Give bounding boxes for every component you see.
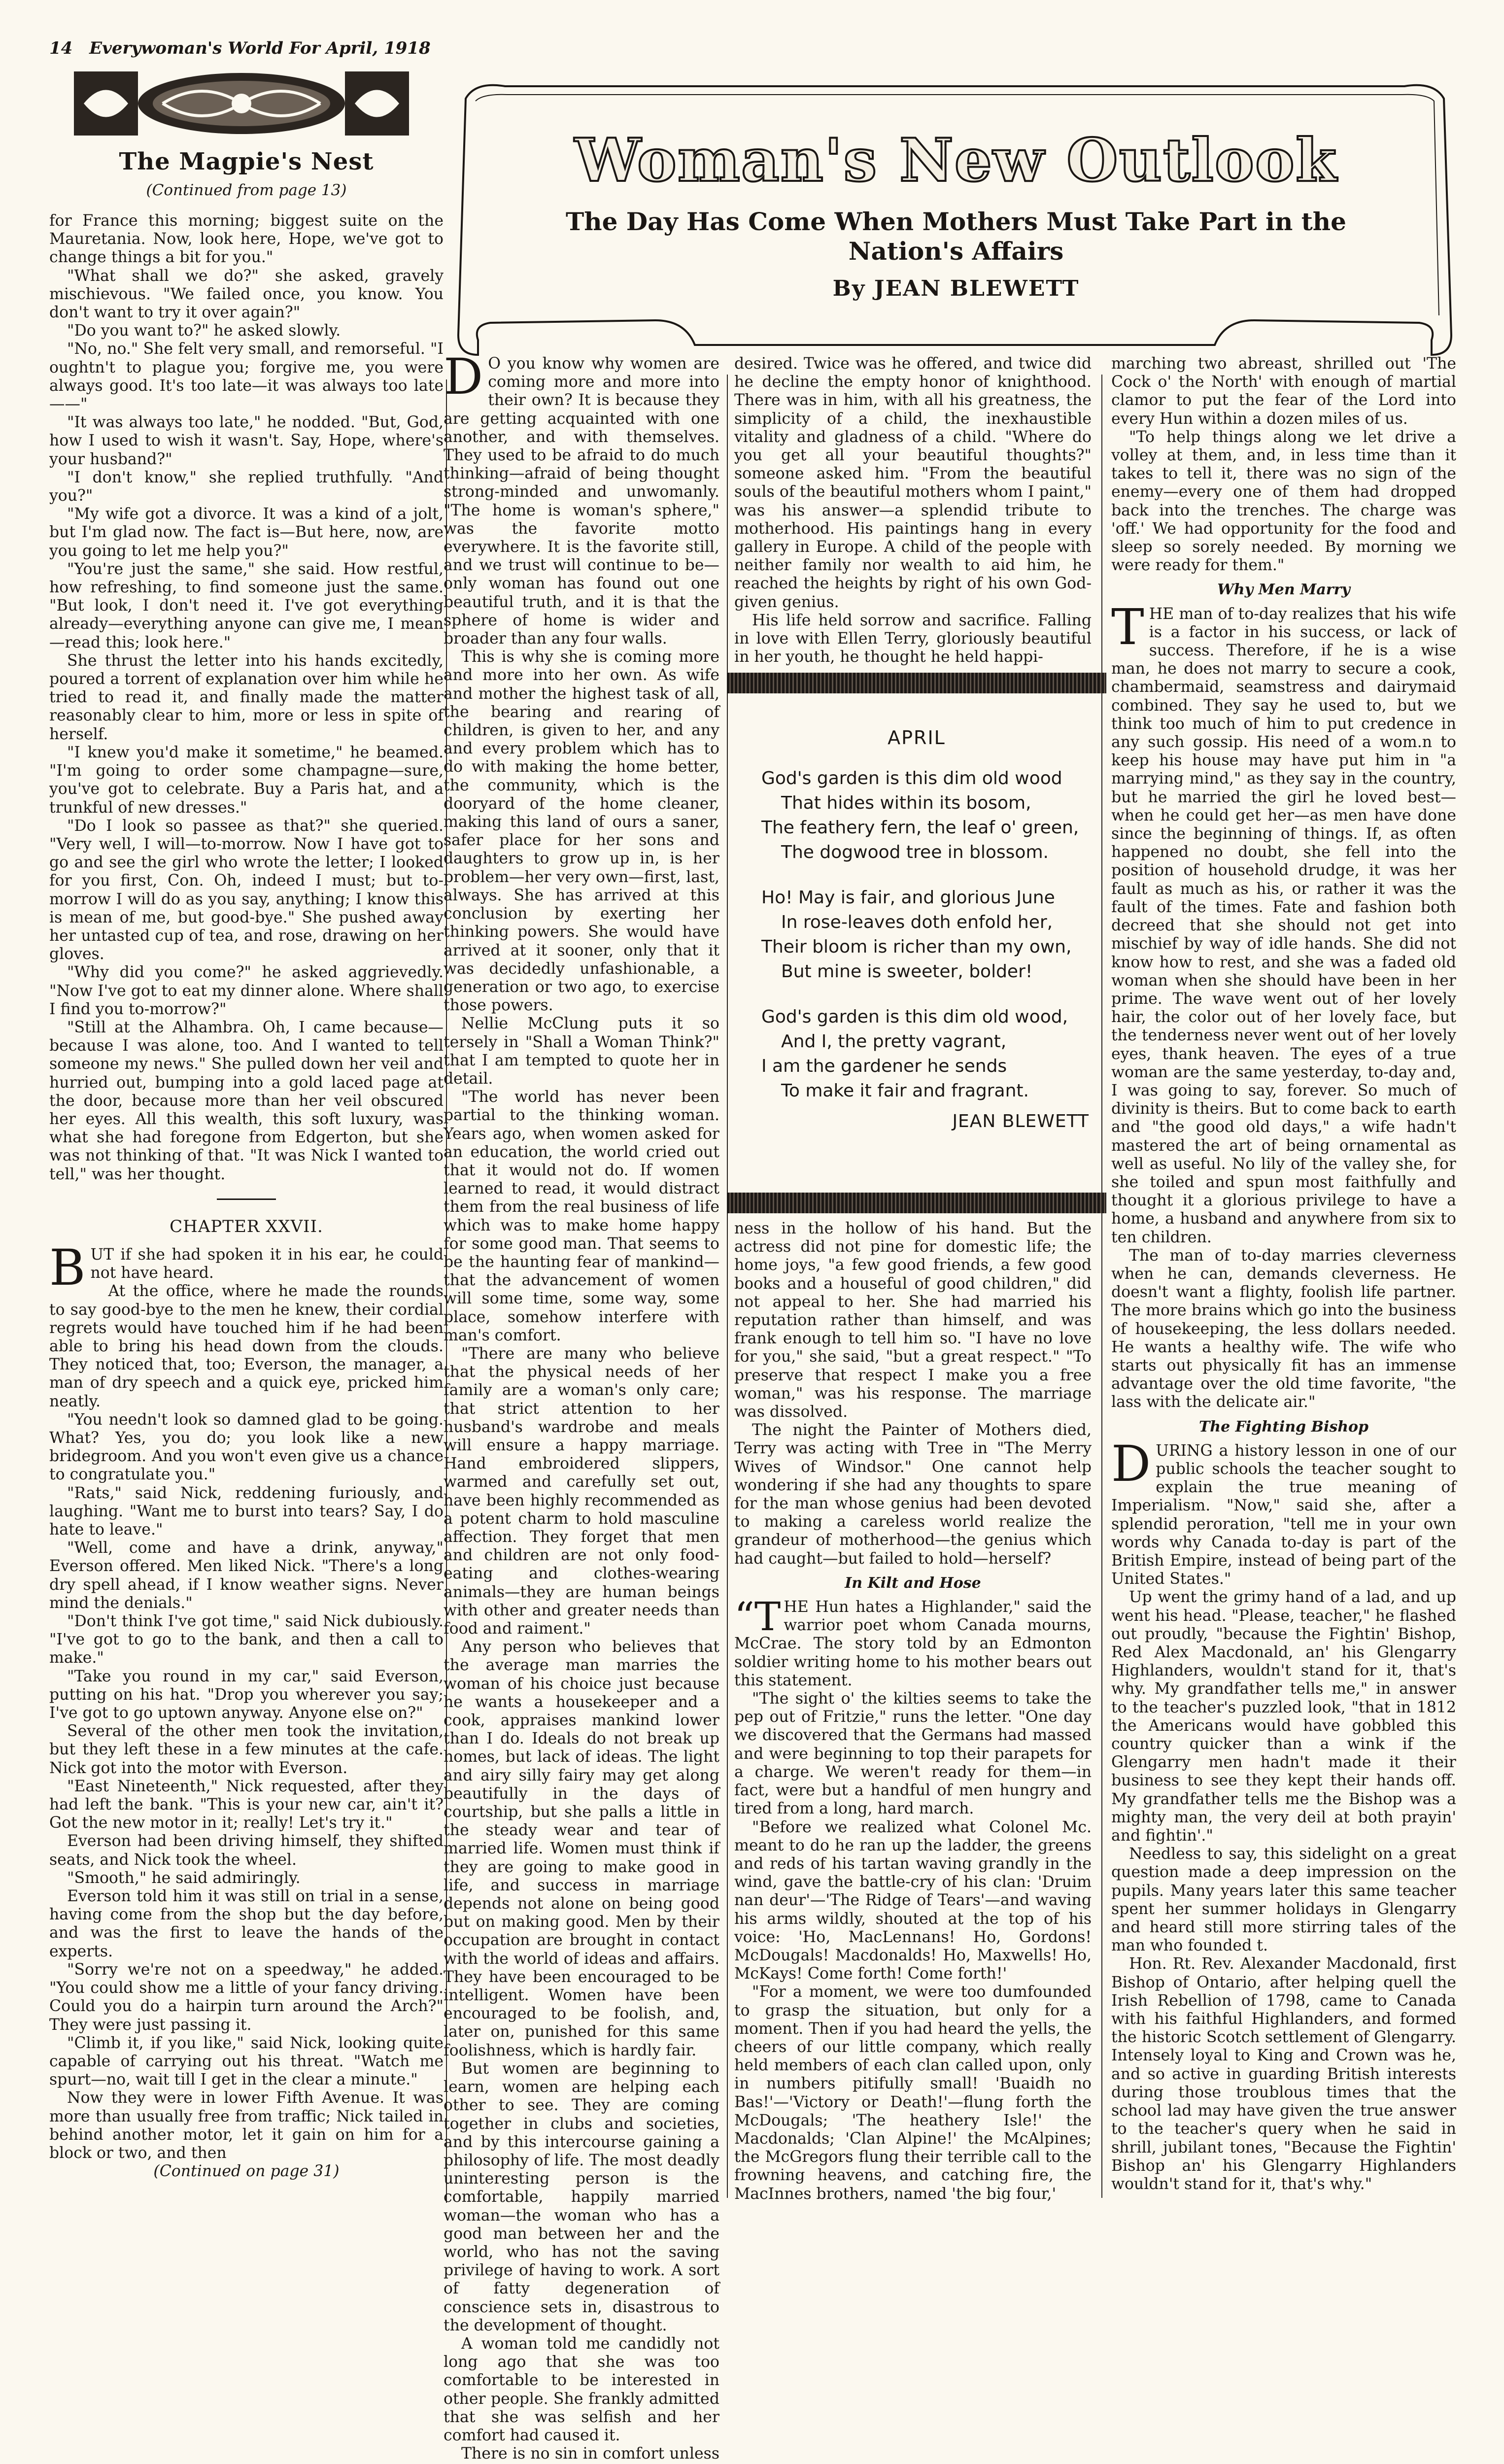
paragraph: The man of to-day marries cleverness when he can, demands cleverness. He doesn't want a flighty, foolish life partner. The more brains which go into the business of housekeeping, the less dollars needed. He wants a healthy wife. The wife who starts out physically fit has an immense advantage over the old time favorite, "the lass with the delicate air." — [1111, 1246, 1456, 1411]
section-heading-why: Why Men Marry — [1217, 581, 1350, 599]
poem-line: But mine is sweeter, bolder! — [781, 961, 1033, 982]
paragraph-text: O you know why women are coming more and more into their own? It is because they are getting acquainted with one another, and with themselves. They used to be afraid to do much thinking—afraid of being thought strong-minded and unwomanly. "The home is woman's sphere," was the favorite motto everywhere. It is the favorite still, and we trust will continue to be—only woman has found out one beautiful truth, and it is that the sphere of home is wider and broader than any four walls. — [444, 355, 719, 648]
poem-line: The feathery fern, the leaf o' green, — [761, 818, 1079, 838]
running-head — [49, 38, 442, 58]
poem-body — [761, 766, 1106, 1124]
poem-author: JEAN BLEWETT — [952, 1111, 1089, 1131]
paragraph-text: HE Hun hates a Highlander," said the warrior poet whom Canada mourns, McCrae. The story told by an Edmonton soldier writing home to his mother bears out this statement. — [734, 1598, 1092, 1689]
paragraph — [734, 1594, 1092, 1690]
article-column-3 — [1111, 355, 1456, 2213]
paragraph: "Climb it, if you like," said Nick, looking quite capable of carrying out his threat. "Watch me spurt—no, wait till I get in the clear a minute." — [49, 2034, 444, 2089]
poem-top-band — [727, 673, 1106, 693]
paragraph-text: URING a history lesson in one of our public schools the teacher sought to explain the true meaning of Imperialism. "Now," said she, after a splendid peroration, "tell me in your own words why Canada to-day is part of the British Empire, instead of being part of the United States." — [1111, 1441, 1456, 1588]
paragraph: "The sight o' the kilties seems to take the pep out of Fritzie," runs the letter. "One day we discovered that the Germans had massed and were beginning to top their parapets for a charge. We weren't ready for them—in fact, were but a handful of men hungry and tired from a long, hard march. — [734, 1690, 1092, 1818]
paragraph — [444, 348, 719, 648]
paragraph: "It was always too late," he nodded. "But, God, how I used to wish it wasn't. Say, Hope, where's your husband?" — [49, 413, 444, 468]
drop-cap: B — [49, 1238, 86, 1297]
paragraph: But women are beginning to learn, women are helping each other to see. They are coming together in clubs and societies, and by this intercourse gaining a philosophy of life. The most deadly uninteresting person is the comfortable, happily married woman—the woman who has a good man between her and the world, who has not the saving privilege of having to work. A sort of fatty degeneration of conscience sets in, disastrous to the development of thought. — [444, 2059, 719, 2334]
poem-line: God's garden is this dim old wood, — [761, 1007, 1068, 1027]
section-heading-kilt: In Kilt and Hose — [845, 1574, 981, 1592]
paragraph: Several of the other men took the invitation, but they left these in a few minutes at the cafe. Nick got into the motor with Everson. — [49, 1722, 444, 1777]
column-rule — [727, 375, 728, 2198]
paragraph: Everson told him it was still on trial in a sense, having come from the shop but the day before, and was the first to leave the hands of the experts. — [49, 1887, 444, 1960]
poem-stanza — [761, 886, 1106, 984]
magpie-column — [49, 212, 444, 2181]
column-rule — [1101, 375, 1102, 2198]
poem-line: That hides within its bosom, — [781, 793, 1031, 813]
poem-line: Ho! May is fair, and glorious June — [761, 888, 1055, 908]
page-number: 14 — [49, 38, 73, 58]
section-rule — [217, 1198, 276, 1200]
paragraph-text: UT if she had spoken it in his ear, he could not have heard. — [90, 1245, 444, 1282]
paragraph: "Don't think I've got time," said Nick dubiously. "I've got to go to the bank, and then a call to make." — [49, 1612, 444, 1667]
paragraph-text: HE man of to-day realizes that his wife is a factor in his success, or lack of success. Therefore, if he is a wise man, he does not marry to secure a cook, chambermaid, seamstress and dairymaid combined. They say he used to, but we think too much of him to put credence in any such gossip. His need of a wom.n to keep his house may have put him in "a marrying mind," as they say in the country, but he married the girl he loved best—when he could get her—as men have done since the beginning of things. If, as often happened no doubt, she fell into the position of household drudge, it was her fault as much as his, or rather it was the fault of the times. Fate and fashion both decreed that she should not get into mischief by way of idle hands. She did not know how to rest, and she was a faded old woman when she should have been in her prime. The wave went out of her lovely hair, the color out of her lovely face, but the tenderness never went out of her lovely eyes, thank heaven. The eyes of a true woman are the same yesterday, to-day and, I was going to say, forever. So much of divinity is theirs. But to come back to earth and "the good old days," a wife hadn't mastered the art of being ornamental as well as useful. No lily of the valley she, for she toiled and spun most faithfully and thought it a glorious privilege to have a home, a husband and anywhere from six to ten children. — [1111, 605, 1456, 1246]
magpie-title: The Magpie's Nest — [119, 148, 374, 175]
decorative-ornament — [74, 67, 409, 140]
paragraph: Nellie McClung puts it so tersely in "Shall a Woman Think?" that I am tempted to quote her in detail. — [444, 1015, 719, 1088]
paragraph: A woman told me candidly not long ago that she was too comfortable to be interested in other people. She frankly admitted that she was selfish and her comfort had caused it. — [444, 2334, 719, 2444]
paragraph: There is no sin in comfort unless — [461, 2445, 719, 2463]
paragraph — [1111, 1435, 1456, 1589]
paragraph: Everson had been driving himself, they shifted seats, and Nick took the wheel. — [49, 1832, 444, 1869]
paragraph: "You're just the same," she said. How restful, how refreshing, to find someone just the same. "But look, I don't need it. I've got everything already—everything anyone can give me, I mean—read this; look here." — [49, 560, 444, 651]
paragraph: "East Nineteenth," Nick requested, after they had left the bank. "This is your new car, ain't it? Got the new motor in it; really! Let's try it." — [49, 1777, 444, 1832]
paragraph: "To help things along we let drive a volley at them, and, in less time than it takes to tell it, there was no sign of the enemy—every one of them had dropped back into the trenches. The charge was 'off.' We had opportunity for the food and sleep so sorely needed. By morning we were ready for them." — [1111, 428, 1456, 575]
paragraph: "My wife got a divorce. It was a kind of a jolt, but I'm glad now. The fact is—But here, now, are you going to let me help you?" — [49, 505, 444, 560]
paragraph: "There are many who believe that the physical needs of her family are a woman's only care; that strict attention to her husband's wardrobe and meals will ensure a happy marriage. Hand embroidered slippers, warmed and carefully set out, have been highly recommended as a potent charm to hold masculine affection. They forget that men and children are not only food-eating and clothes-wearing animals—they are human beings with other and greater needs than food and raiment." — [444, 1344, 719, 1638]
paragraph — [49, 1238, 444, 1297]
paragraph: At the office, where he made the rounds to say good-bye to the men he knew, their cordial regrets would have touched him if he had been able to bring his head down from the clouds. They noticed that, too; Everson, the manager, a man of dry speech and a quick eye, pricked him neatly. — [49, 1282, 444, 1410]
poem-line: Their bloom is richer than my own, — [761, 937, 1072, 957]
chapter-heading: CHAPTER XXVII. — [170, 1216, 323, 1236]
poem-line: In rose-leaves doth enfold her, — [781, 912, 1053, 932]
paragraph: "I knew you'd make it sometime," he beamed. "I'm going to order some champagne—sure, you've got to celebrate. Buy a Paris hat, and a trunkful of new dresses." — [49, 743, 444, 817]
drop-cap: D — [444, 348, 483, 406]
continued-on: (Continued on page 31) — [153, 2162, 340, 2181]
paragraph: "Take you round in my car," said Everson, putting on his hat. "Drop you wherever you say; I've got to go uptown anyway. Anyone else on?" — [49, 1667, 444, 1722]
paragraph: His life held sorrow and sacrifice. Falling in love with Ellen Terry, gloriously beautiful in her youth, he thought he held happi- — [734, 611, 1092, 666]
paragraph: marching two abreast, shrilled out 'The Cock o' the North' with enough of martial clamor to put the fear of the Lord into every Hun within a dozen miles of us. — [1111, 355, 1456, 428]
paragraph: This is why she is coming more and more into her own. As wife and mother the highest task of all, the bearing and rearing of children, is given to her, and any and every problem which has to do with making the home better, the community, which is the dooryard of the home cleaner, making this land of ours a saner, safer place for her sons and daughters to grow up in, is her problem—her very own—first, last, always. She has arrived at this conclusion by exerting her thinking powers. She would have arrived at it sooner, only that it was decidedly unfashionable, a generation or two ago, to exercise those powers. — [444, 648, 719, 1015]
paragraph: She thrust the letter into his hands excitedly, poured a torrent of explanation over him while he tried to read it, and finally made the matter reasonably clear to him, more or less in spite of herself. — [49, 651, 444, 743]
paragraph: "Well, come and have a drink, anyway," Everson offered. Men liked Nick. "There's a long dry spell ahead, if I know weather signs. Never mind the denials." — [49, 1539, 444, 1612]
article-column-1 — [444, 348, 719, 2463]
paragraph: Now they were in lower Fifth Avenue. It was more than usually free from traffic; Nick tailed in behind another motor, let it gain on him for a block or two, and then — [49, 2089, 444, 2162]
paragraph: for France this morning; biggest suite on the Mauretania. Now, look here, Hope, we've got to change things a bit for you." — [49, 212, 444, 267]
poem-stanza — [761, 1005, 1106, 1103]
paragraph — [1111, 598, 1456, 1247]
continued-from: (Continued from page 13) — [146, 181, 347, 199]
poem-line: And I, the pretty vagrant, — [781, 1031, 1007, 1052]
poem-stanza — [761, 766, 1106, 865]
poem-bottom-band — [727, 1193, 1106, 1213]
paragraph: "Smooth," he said admiringly. — [67, 1869, 301, 1887]
poem-line: The dogwood tree in blossom. — [781, 842, 1049, 862]
drop-cap: “T — [734, 1594, 781, 1640]
article-headline: Woman's New Outlook — [574, 126, 1338, 195]
article-column-2-top — [734, 355, 1092, 673]
paragraph: "I don't know," she replied truthfully. "And you?" — [49, 468, 444, 505]
article-byline: By JEAN BLEWETT — [832, 276, 1080, 301]
article-column-2-bottom — [734, 1220, 1092, 2203]
paragraph: "Why did you come?" he asked aggrievedly. "Now I've got to eat my dinner alone. Where shall I find you to-morrow?" — [49, 963, 444, 1018]
paragraph: "Do I look so passee as that?" she queried. "Very well, I will—to-morrow. Now I have got to go and see the girl who wrote the letter; I looked for you first, Con. Oh, indeed I must; but to-morrow I will do as you say, anything; I know this is mean of me, but good-bye." She pushed away her untasted cup of tea, and rose, drawing on her gloves. — [49, 817, 444, 963]
paragraph: "Do you want to?" he asked slowly. — [67, 322, 341, 340]
section-heading-bishop: The Fighting Bishop — [1198, 1418, 1369, 1436]
poem-line: To make it fair and fragrant. — [781, 1081, 1029, 1101]
publication-title: Everywoman's World For April, 1918 — [89, 38, 431, 58]
paragraph: Any person who believes that the average man marries the woman of his choice just because he wants a housekeeper and a cook, appraises mankind lower than I do. Ideals do not break up homes, but lack of ideas. The light and airy silly fairy may get along beautifully in the days of courtship, but she palls a little in the steady wear and tear of married life. Women must think if they are going to make good in life, and success in marriage depends not alone on being good but on making good. Men by their occupation are brought in contact with the world of ideas and affairs. They have been encouraged to be intelligent. Women have been encouraged to be foolish, and, later on, punished for this same foolishness, which is hardly fair. — [444, 1638, 719, 2059]
paragraph: "No, no." She felt very small, and remorseful. "I oughtn't to plague you; forgive me, you were always good. It's too late—it was always too late——" — [49, 340, 444, 413]
article-deck: The Day Has Come When Mothers Must Take Part in the Nation's Affairs — [566, 207, 1346, 266]
paragraph: "Rats," said Nick, reddening furiously, and laughing. "Want me to burst into tears? Say, I do hate to leave." — [49, 1484, 444, 1539]
paragraph: The night the Painter of Mothers died, Terry was acting with Tree in "The Merry Wives of Windsor." One cannot help wondering if she had any thoughts to spare for the man whose genius had been devoted to making a careless world realize the grandeur of motherhood—the genius which had caught—but failed to hold—herself? — [734, 1421, 1092, 1568]
paragraph: "What shall we do?" she asked, gravely mischievous. "We failed once, you know. You don't want to try it over again?" — [49, 267, 444, 322]
poem-line: God's garden is this dim old wood — [761, 768, 1062, 788]
paragraph: "Sorry we're not on a speedway," he added. "You could show me a little of your fancy driving. Could you do a hairpin turn around the Arch?" They were just passing it. — [49, 1960, 444, 2034]
paragraph: ness in the hollow of his hand. But the actress did not pine for domestic life; the home joys, "a few good friends, a few good books and a houseful of good children," did not appeal to her. She had married his reputation rather than himself, and was frank enough to tell him so. "I have no love for you," she said, "but a great respect." "To preserve that respect I make you a free woman," was his response. The marriage was dissolved. — [734, 1220, 1092, 1421]
paragraph: "The world has never been partial to the thinking woman. Years ago, when women asked for an education, the world cried out that it would not do. If women learned to read, it would distract them from the real business of life which was to make home happy for some good man. That seems to be the haunting fear of mankind—that the advancement of women will some time, some way, some place, somehow interfere with man's comfort. — [444, 1088, 719, 1344]
poem-title: APRIL — [888, 727, 946, 749]
paragraph: desired. Twice was he offered, and twice did he decline the empty honor of knighthood. There was in him, with all his greatness, the simplicity of a child, the inexhaustible vitality and gladness of a child. "Where do you get all your beautiful thoughts?" someone asked him. "From the beautiful souls of the beautiful mothers whom I paint," was his answer—a splendid tribute to motherhood. His paintings hang in every gallery in Europe. A child of the people with neither family nor wealth to aid him, he reached the heights by right of his own God-given genius. — [734, 355, 1092, 611]
paragraph: Up went the grimy hand of a lad, and up went his head. "Please, teacher," he flashed out proudly, "because the Fightin' Bishop, Red Alex Macdonald, an' his Glengarry Highlanders, wouldn't stand for it, that's why. My grandfather tells me," in answer to the teacher's puzzled look, "that in 1812 the Americans would have gobbled this country quicker than a wink if the Glengarry men hadn't made it their business to see they kept their hands off. My grandfather tells me the Bishop was a mighty man, the very deil at both prayin' and fightin'." — [1111, 1588, 1456, 1845]
drop-cap: D — [1111, 1435, 1151, 1493]
paragraph: "You needn't look so damned glad to be going. What? Yes, you do; you look like a new bridegroom. And you won't even give us a chance to congratulate you." — [49, 1410, 444, 1484]
paragraph: Hon. Rt. Rev. Alexander Macdonald, first Bishop of Ontario, after helping quell the Irish Rebellion of 1798, came to Canada with his faithful Highlanders, and formed the historic Scotch settlement of Glengarry. Intensely loyal to King and Crown was he, and so active in guarding British interests during those troublous times that the school lad may have given the true answer to the teacher's query when he said in shrill, jubilant tones, "Because the Fightin' Bishop an' his Glengarry Highlanders wouldn't stand for it, that's why." — [1111, 1955, 1456, 2193]
paragraph: "For a moment, we were too dumfounded to grasp the situation, but only for a moment. Then if you had heard the yells, the cheers of our little company, which really held members of each clan called upon, only in numbers pitifully small! 'Buaidh no Bas!'—'Victory or Death!'—flung forth the McDougals; 'The heathery Isle!' the Macdonalds; 'Clan Alpine!' the McAlpines; the McGregors flung their terrible call to the frowning heavens, and catching fire, the MacInnes brothers, named 'the big four,' — [734, 1983, 1092, 2203]
paragraph: "Still at the Alhambra. Oh, I came because—because I was alone, too. And I wanted to tell someone my news." She pulled down her veil and hurried out, bumping into a gold laced page at the door, because more than her veil obscured her eyes. All this wealth, this soft luxury, was what she had foregone from Edgerton, but she was not thinking of that. "It was Nick I wanted to tell," was her thought. — [49, 1018, 444, 1183]
drop-cap: T — [1111, 598, 1144, 656]
paragraph: "Before we realized what Colonel Mc. meant to do he ran up the ladder, the greens and reds of his tartan waving grandly in the wind, gave the battle-cry of his clan: 'Druim nan deur'—'The Ridge of Tears'—and waving his arms wildly, shouted at the top of his voice: 'Ho, MacLennans! Ho, Gordons! McDougals! Macdonalds! Ho, Maxwells! Ho, McKays! Come forth! Come forth!' — [734, 1818, 1092, 1983]
poem-line: I am the gardener he sends — [761, 1056, 1007, 1076]
paragraph: Needless to say, this sidelight on a great question made a deep impression on the pupils. Many years later this same teacher spent her summer holidays in Glengarry and heard still more stirring tales of the man who founded t. — [1111, 1845, 1456, 1955]
